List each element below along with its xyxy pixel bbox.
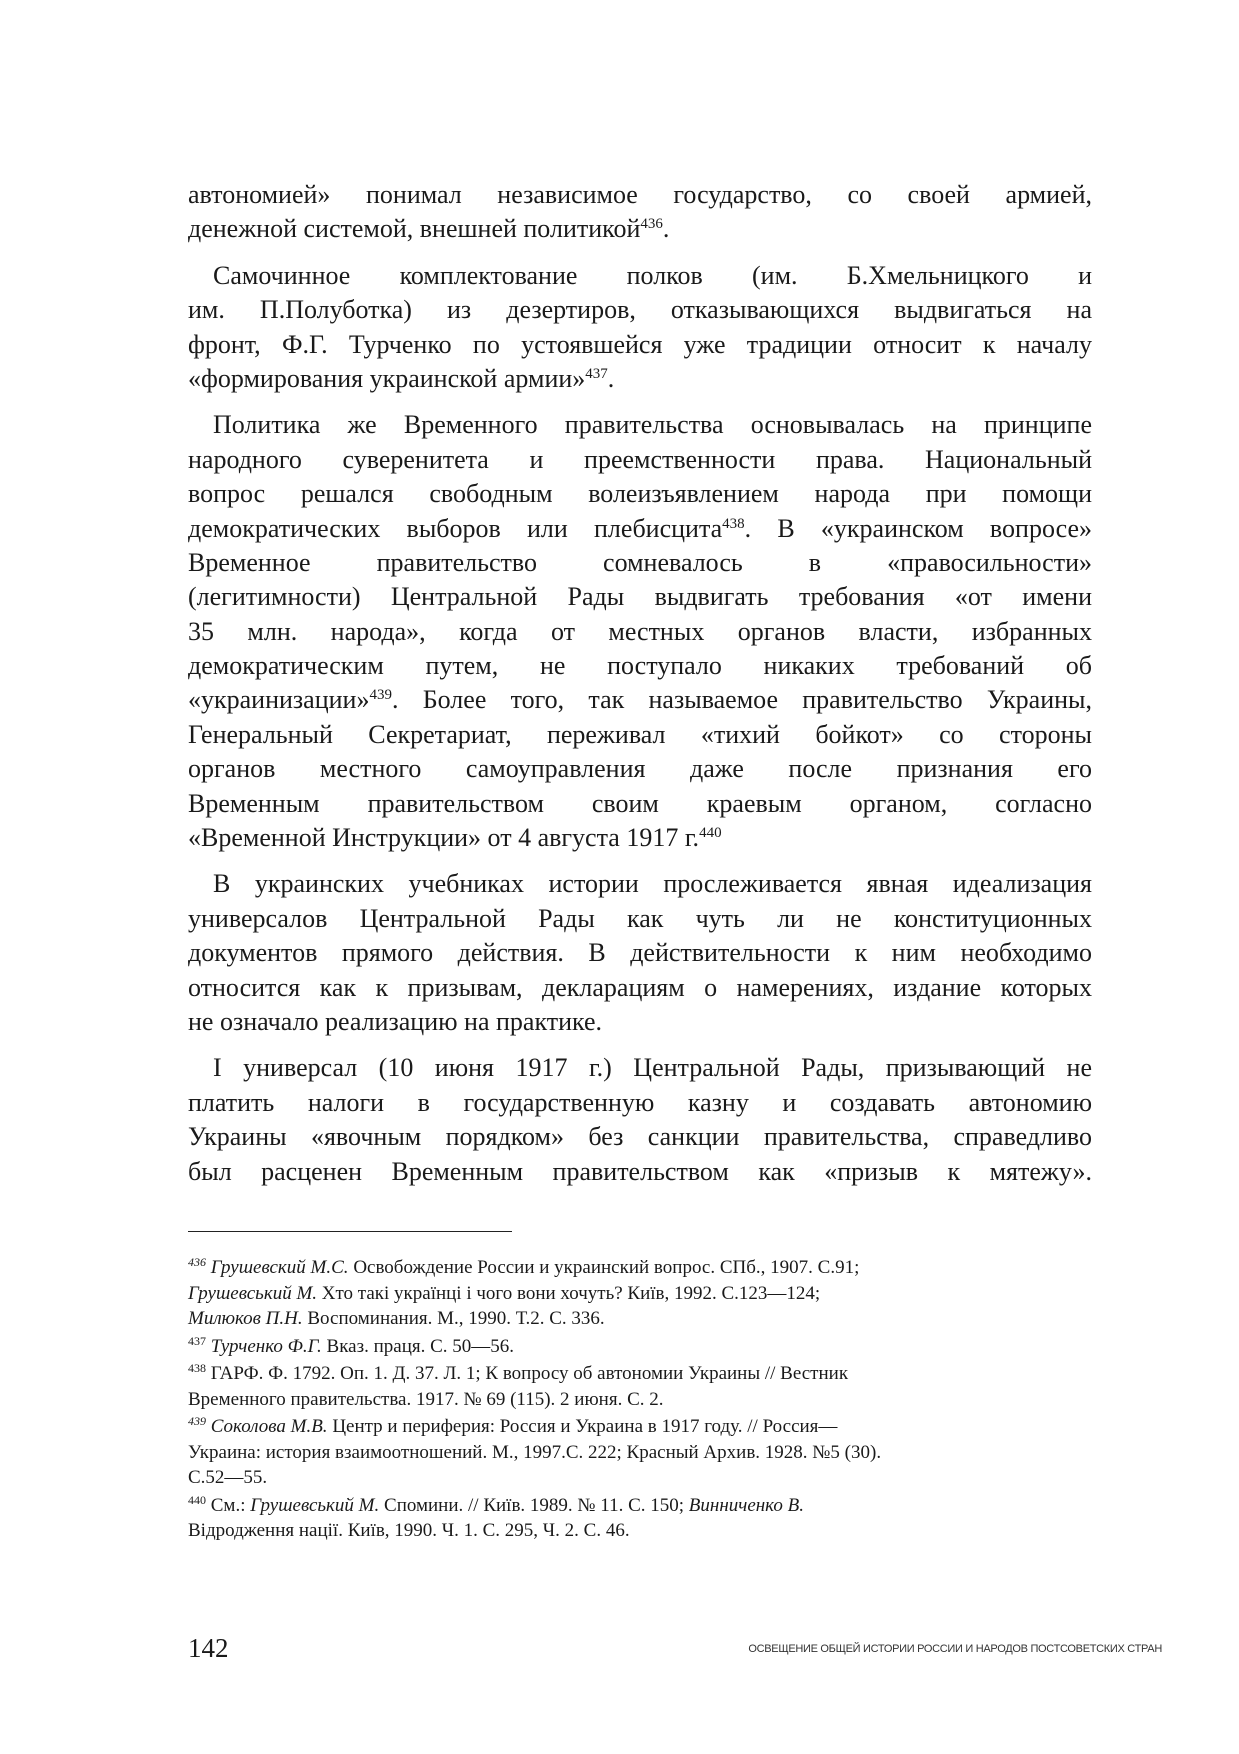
footnote-line xyxy=(188,1493,1098,1519)
footnote-ref: 438 xyxy=(722,515,745,532)
footnote-line xyxy=(188,1255,1098,1281)
text-line xyxy=(188,787,1092,821)
author-name: Грушевський М. xyxy=(188,1282,318,1304)
text-line xyxy=(188,408,1092,442)
line-text: документов прямого действия. В действительности к ним необходимо xyxy=(188,938,1092,968)
citation-text: Воспоминания. М., 1990. Т.2. С. 336. xyxy=(302,1308,605,1329)
body-text xyxy=(188,178,1092,1201)
text-line xyxy=(188,1005,1092,1039)
citation-text: См.: xyxy=(210,1494,251,1516)
footnote-number: 439 xyxy=(188,1414,206,1428)
paragraph xyxy=(188,408,1092,855)
footnote-line xyxy=(188,1306,1098,1332)
line-text: автономией» понимал независимое государство, со своей армией, xyxy=(188,180,1092,209)
text-line xyxy=(188,328,1092,362)
line-text: «Временной Инструкции» от 4 августа 1917 г. xyxy=(188,823,700,853)
line-text: демократических выборов или плебисцита xyxy=(188,513,723,543)
footnote-number: 440 xyxy=(188,1492,206,1507)
line-text: Политика же Временного правительства основывалась на принципе xyxy=(213,410,1092,440)
text-line xyxy=(188,580,1092,614)
text-line xyxy=(188,649,1092,683)
text-line xyxy=(188,821,1092,855)
line-text: относится как к призывам, декларациям о намерениях, издание которых xyxy=(188,972,1092,1002)
line-text: им. П.Полуботка) из дезертиров, отказывающихся выдвигаться на xyxy=(188,295,1092,325)
running-title: ОСВЕЩЕНИЕ ОБЩЕЙ ИСТОРИИ РОССИИ И НАРОДОВ ПОСТСОВЕТСКИХ СТРАН xyxy=(748,1643,1162,1655)
line-text: «украинизации» xyxy=(188,685,370,715)
footnote-separator xyxy=(188,1231,512,1232)
citation-text: Временного правительства. 1917. № 69 (115). 2 июня. С. 2. xyxy=(188,1388,664,1410)
author-name: Соколова М.В. xyxy=(210,1416,328,1437)
footnote-line xyxy=(188,1334,1098,1360)
footnote-ref: 439 xyxy=(369,687,392,704)
line-text: . Более того, так называемое правительство Украины, xyxy=(391,685,1092,715)
citation-text: Центр и периферия: Россия и Украина в 1917 году. // Россия— xyxy=(327,1416,838,1437)
line-text: денежной системой, внешней политикой xyxy=(188,214,641,244)
paragraph xyxy=(188,867,1092,1039)
citation-text: Вказ. праця. С. 50—56. xyxy=(321,1335,515,1357)
footnote-line xyxy=(188,1387,1098,1413)
footnote xyxy=(188,1334,1098,1360)
line-text: Временное правительство сомневалось в «правосильности» xyxy=(188,547,1092,577)
line-text: был расценен Временным правительством как «призыв к мятежу». xyxy=(188,1156,1092,1186)
text-line xyxy=(188,1120,1092,1154)
author-name: Турченко Ф.Г. xyxy=(210,1335,322,1357)
line-text: (легитимности) Центральной Рады выдвигать требования «от имени xyxy=(188,582,1092,612)
footnote-line xyxy=(188,1440,1098,1466)
footnote-ref: 440 xyxy=(699,825,722,842)
text-line xyxy=(188,683,1092,717)
text-line xyxy=(188,293,1092,327)
footnote xyxy=(188,1414,1098,1491)
citation-text: Хто такі українці і чого вони хочуть? Київ, 1992. С.123—124; xyxy=(317,1282,821,1304)
citation-text: ГАРФ. Ф. 1792. Оп. 1. Д. 37. Л. 1; К вопросу об автономии Украины // Вестник xyxy=(210,1363,849,1384)
text-line xyxy=(188,936,1092,970)
line-text: . xyxy=(607,363,615,393)
footnote-line xyxy=(188,1281,1098,1307)
footnote-ref: 436 xyxy=(640,216,663,233)
text-line xyxy=(188,443,1092,477)
line-text: органов местного самоуправления даже после признания его xyxy=(188,754,1092,784)
footnote xyxy=(188,1255,1098,1332)
paragraph xyxy=(188,1051,1092,1189)
author-name: Грушевский М.С. xyxy=(210,1257,349,1278)
line-text: Временным правительством своим краевым органом, согласно xyxy=(188,788,1092,818)
footnote xyxy=(188,1493,1098,1544)
text-line xyxy=(188,867,1092,901)
footnote-line xyxy=(188,1361,1098,1387)
author-name: Винниченко В. xyxy=(688,1494,804,1516)
paragraph xyxy=(188,259,1092,397)
text-line xyxy=(188,212,1092,246)
line-text: I универсал (10 июня 1917 г.) Центральной Рады, призывающий не xyxy=(213,1053,1092,1083)
line-text: 35 млн. народа», когда от местных органов власти, избранных xyxy=(188,616,1092,646)
line-text: Генеральный Секретариат, переживал «тихий бойкот» со стороны xyxy=(188,719,1092,749)
line-text: фронт, Ф.Г. Турченко по устоявшейся уже традиции относит к началу xyxy=(188,329,1092,359)
text-line xyxy=(188,752,1092,786)
line-text: . В «украинском вопросе» xyxy=(744,513,1092,543)
author-name: Милюков П.Н. xyxy=(188,1308,303,1329)
footnote-number: 436 xyxy=(188,1255,206,1269)
citation-text: С.52—55. xyxy=(188,1467,268,1488)
text-line xyxy=(188,362,1092,396)
line-text: В украинских учебниках истории прослеживается явная идеализация xyxy=(213,869,1092,899)
footnote-line xyxy=(188,1414,1098,1440)
author-name: Грушевський М. xyxy=(250,1494,380,1516)
line-text: не означало реализацию на практике. xyxy=(188,1006,603,1036)
footnote xyxy=(188,1361,1098,1412)
footnote-number: 437 xyxy=(188,1333,206,1348)
citation-text: Освобождение России и украинский вопрос. СПб., 1907. С.91; xyxy=(348,1257,860,1278)
line-text: платить налоги в государственную казну и создавать автономию xyxy=(188,1087,1092,1117)
footnote-number: 438 xyxy=(188,1361,206,1375)
citation-text: Украина: история взаимоотношений. М., 1997.С. 222; Красный Архив. 1928. №5 (30). xyxy=(188,1441,882,1463)
footnote-line xyxy=(188,1518,1098,1544)
page-number: 142 xyxy=(188,1633,229,1663)
text-line xyxy=(188,259,1092,293)
text-line xyxy=(188,615,1092,649)
citation-text: Відродження нації. Київ, 1990. Ч. 1. С. 295, Ч. 2. С. 46. xyxy=(188,1520,630,1541)
footnote-ref: 437 xyxy=(585,365,608,382)
text-line xyxy=(188,1051,1092,1085)
line-text: . xyxy=(662,214,670,244)
line-text: вопрос решался свободным волеизъявлением народа при помощи xyxy=(188,479,1092,509)
text-line xyxy=(188,1155,1092,1189)
text-line xyxy=(188,718,1092,752)
text-line xyxy=(188,971,1092,1005)
line-text: народного суверенитета и преемственности права. Национальный xyxy=(188,444,1092,474)
text-line xyxy=(188,546,1092,580)
citation-text: Спомини. // Київ. 1989. № 11. С. 150; xyxy=(379,1494,689,1516)
line-text: демократическим путем, не поступало никаких требований об xyxy=(188,651,1092,681)
text-line xyxy=(188,178,1092,212)
text-line xyxy=(188,512,1092,546)
text-line xyxy=(188,477,1092,511)
text-line xyxy=(188,902,1092,936)
footnotes xyxy=(188,1255,1098,1546)
line-text: универсалов Центральной Рады как чуть ли не конституционных xyxy=(188,903,1092,933)
paragraph xyxy=(188,178,1092,247)
line-text: Самочинное комплектование полков (им. Б.Хмельницкого и xyxy=(213,260,1092,290)
line-text: Украины «явочным порядком» без санкции правительства, справедливо xyxy=(188,1122,1092,1152)
line-text: «формирования украинской армии» xyxy=(188,363,586,393)
text-line xyxy=(188,1086,1092,1120)
footnote-line xyxy=(188,1465,1098,1491)
